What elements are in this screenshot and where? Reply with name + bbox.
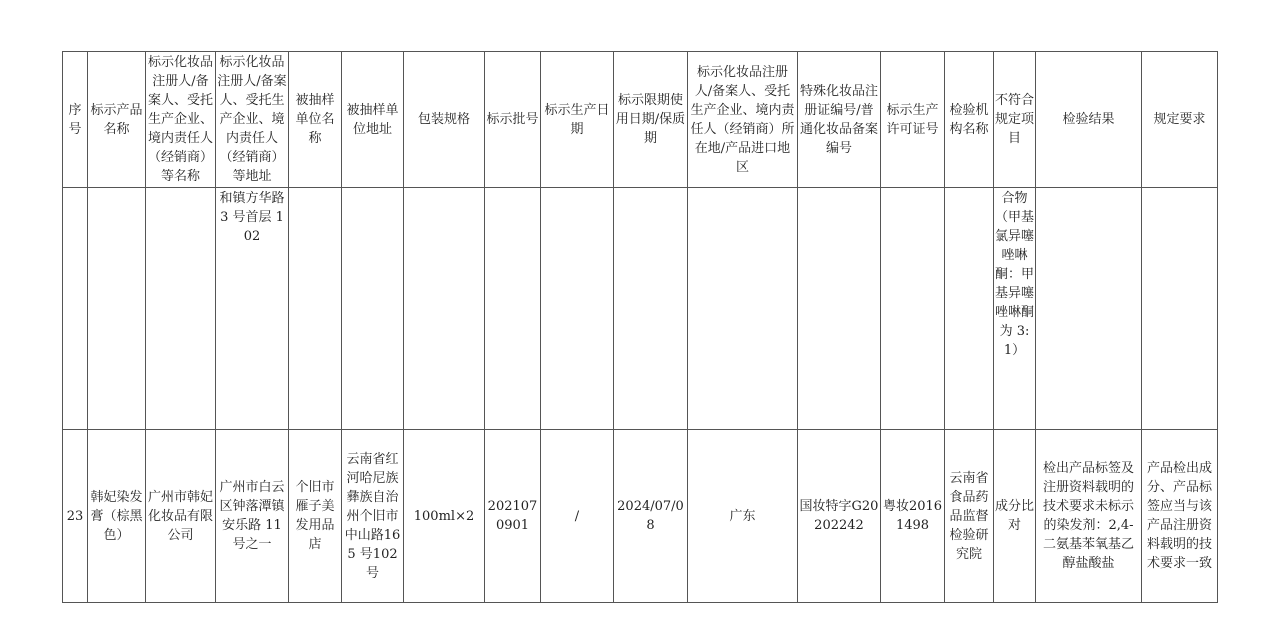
empty-cell <box>342 188 404 430</box>
batch-number: 2021070901 <box>485 430 541 603</box>
header-cell: 标示限期使用日期/保质期 <box>614 52 688 188</box>
empty-cell <box>541 188 614 430</box>
continuation-item-cell: 合物（甲基氯异噻唑啉酮：甲基异噻唑啉酮为 3:1） <box>994 188 1036 430</box>
product-name: 韩妃染发膏（棕黑色） <box>88 430 146 603</box>
continuation-address-cell: 和镇方华路 3 号首层 102 <box>216 188 289 430</box>
row-number: 23 <box>63 430 88 603</box>
header-cell: 序号 <box>63 52 88 188</box>
inspection-lab: 云南省食品药品监督检验研究院 <box>945 430 994 603</box>
empty-cell <box>614 188 688 430</box>
production-date: / <box>541 430 614 603</box>
empty-cell <box>404 188 485 430</box>
header-cell: 规定要求 <box>1142 52 1218 188</box>
header-cell: 特殊化妆品注册证编号/普通化妆品备案编号 <box>798 52 881 188</box>
empty-cell <box>485 188 541 430</box>
empty-cell <box>688 188 798 430</box>
header-cell: 包装规格 <box>404 52 485 188</box>
header-cell: 标示批号 <box>485 52 541 188</box>
header-cell: 不符合规定项目 <box>994 52 1036 188</box>
empty-cell <box>88 188 146 430</box>
header-cell: 标示化妆品注册人/备案人、受托生产企业、境内责任人（经销商）等地址 <box>216 52 289 188</box>
empty-cell <box>1142 188 1218 430</box>
empty-cell <box>63 188 88 430</box>
company-name: 广州市韩妃化妆品有限公司 <box>146 430 216 603</box>
empty-cell <box>945 188 994 430</box>
header-cell: 标示化妆品注册人/备案人、受托生产企业、境内责任人（经销商）所在地/产品进口地区 <box>688 52 798 188</box>
sampled-address: 云南省红河哈尼族彝族自治州个旧市中山路165 号102 号 <box>342 430 404 603</box>
region: 广东 <box>688 430 798 603</box>
company-address: 广州市白云区钟落潭镇安乐路 11 号之一 <box>216 430 289 603</box>
empty-cell <box>1036 188 1142 430</box>
header-cell: 被抽样单位地址 <box>342 52 404 188</box>
empty-cell <box>146 188 216 430</box>
expiry-date: 2024/07/08 <box>614 430 688 603</box>
empty-cell <box>798 188 881 430</box>
header-cell: 检验结果 <box>1036 52 1142 188</box>
requirement: 产品检出成分、产品标签应当与该产品注册资料载明的技术要求一致 <box>1142 430 1218 603</box>
header-row <box>63 52 1218 188</box>
header-cell: 标示生产日期 <box>541 52 614 188</box>
continuation-row <box>63 188 1218 430</box>
empty-cell <box>881 188 945 430</box>
package-spec: 100ml×2 <box>404 430 485 603</box>
header-cell: 标示生产许可证号 <box>881 52 945 188</box>
header-cell: 标示化妆品注册人/备案人、受托生产企业、境内责任人（经销商）等名称 <box>146 52 216 188</box>
table-row <box>63 430 1218 603</box>
sampled-unit: 个旧市雁子美发用品店 <box>289 430 342 603</box>
empty-cell <box>289 188 342 430</box>
header-cell: 检验机构名称 <box>945 52 994 188</box>
header-cell: 被抽样单位名称 <box>289 52 342 188</box>
license-number: 粤妆20161498 <box>881 430 945 603</box>
registration-number: 国妆特字G20202242 <box>798 430 881 603</box>
header-cell: 标示产品名称 <box>88 52 146 188</box>
inspection-table <box>62 51 1218 603</box>
nonconforming-item: 成分比对 <box>994 430 1036 603</box>
inspection-result: 检出产品标签及注册资料载明的技术要求未标示的染发剂：2,4-二氨基苯氧基乙醇盐酸盐 <box>1036 430 1142 603</box>
